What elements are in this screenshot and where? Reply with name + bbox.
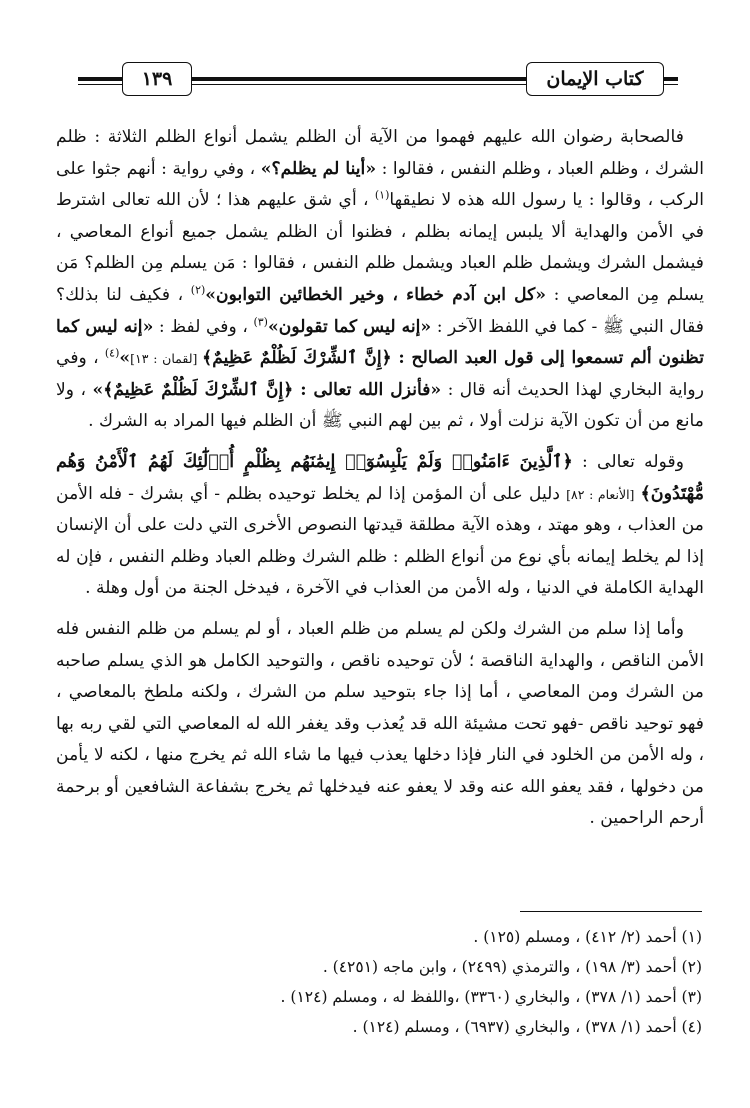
text-segment: دليل على أن المؤمن إذا لم يخلط توحيده بظلم - أي بشرك - فله الأمن من العذاب ، وهو مهتد ، وهذه الآية مطلقة قيدتها النصوص الأخرى التي دلت على أن الإنسان إذا لم يخلط إيمانه بأي نوع من أنواع الظلم : ظلم الشرك وظلم العباد وظلم النفس ، فإن له الهداية الكاملة في الدنيا ، وله الأمن من العذاب في الآخرة ، فيدخل الجنة من أول وهلة . [56, 483, 704, 599]
hadith-quote: » [119, 348, 131, 369]
hadith-quote: «إنه ليس كما تقولون» [267, 316, 432, 337]
paragraph-1 [56, 122, 704, 438]
footnote-2: (٢) أحمد (٣/ ١٩٨) ، والترمذي (٢٤٩٩) ، وابن ماجه (٤٢٥١) . [322, 958, 702, 976]
text-segment: ، فكيف لنا بذلك؟ فقال النبي ﷺ - كما في اللفظ الآخر : [56, 284, 704, 337]
text-segment: ، ولا مانع من أن تكون الآية نزلت أولا ، ثم بين لهم النبي ﷺ أن الظلم فيها المراد به الشرك . [56, 379, 704, 432]
footnote-ref: (٢) [190, 283, 206, 297]
hadith-quote: «إنه ليس كما تظنون ألم تسمعوا إلى قول العبد الصالح : ﴿إِنَّ ٱلشِّرْكَ لَظُلْمٌ عَظِيمٌ﴾ [56, 316, 704, 369]
footnotes [80, 922, 702, 1042]
book-title: كتاب الإيمان [526, 62, 664, 96]
page-header [78, 58, 678, 100]
page-number: ١٣٩ [122, 62, 192, 96]
footnote-4: (٤) أحمد (١/ ٣٧٨) ، والبخاري (٦٩٣٧) ، ومسلم (١٢٤) . [352, 1018, 702, 1036]
footnote-ref: (٣) [253, 314, 268, 328]
footnote-separator [520, 911, 702, 912]
text-segment: ، أي شق عليهم هذا ؛ لأن الله تعالى اشترط في الأمن والهداية ألا يلبس إيمانه بظلم ، فظنوا أن الظلم يشمل جميع أنواع المعاصي ، فيشمل الشرك ويشمل ظلم العباد ويشمل ظلم النفس ، فقالوا : مَن يسلم مِن الظلم؟ مَن يسلم مِن المعاصي : [56, 190, 704, 305]
footnote-3: (٣) أحمد (١/ ٣٧٨) ، والبخاري (٣٣٦٠) ،واللفظ له ، ومسلم (١٢٤) . [280, 988, 702, 1006]
text-segment: وقوله تعالى : [572, 451, 684, 472]
verse-citation: [الأنعام : ٨٢] [566, 486, 635, 502]
hadith-quote: «فأنزل الله تعالى : ﴿إِنَّ ٱلشِّرْكَ لَظُلْمٌ عَظِيمٌ﴾» [92, 379, 442, 400]
footnote-ref: (١) [374, 188, 390, 202]
text-segment: وأما إذا سلم من الشرك ولكن لم يسلم من ظلم العباد ، أو لم يسلم من ظلم النفس فله الأمن الناقص ، والهداية الناقصة ؛ لأن توحيده ناقص ، والتوحيد الكامل هو الذي يسلم صاحبه من الشرك ومن المعاصي ، أما إذا جاء بتوحيد سلم من الشرك ، ولكنه ملطخ بالمعاصي ، فهو توحيد ناقص -فهو تحت مشيئة الله قد يُعذب وقد يغفر الله له المعاصي التي لقي ربه بها ، وله الأمن من الخلود في النار فإذا دخلها يعذب فيها ما شاء الله ثم يخرج منها ، لكنه لا يأمن من دخولها ، فقد يعفو الله عنه وقد لا يعفو عنه فيدخلها ثم يخرج بشفاعة الشافعين أو برحمة أرحم الراحمين . [56, 618, 704, 829]
text-segment: ، وفي رواية : أنهم جثوا على الركب ، وقالوا : يا رسول الله هذه لا نطيقها [56, 158, 705, 211]
verse-citation: [لقمان : ١٣] [130, 351, 203, 367]
main-text [56, 122, 704, 835]
hadith-quote: «أينا لم يظلم؟» [260, 158, 377, 179]
text-segment: ، وفي رواية البخاري لهذا الحديث أنه قال : [56, 348, 705, 400]
footnote-ref: (٤) [104, 346, 120, 360]
text-segment: ، وفي لفظ : [153, 316, 254, 337]
quran-verse: ﴿ٱلَّذِينَ ءَامَنُوا۟ وَلَمْ يَلْبِسُوٓا۟ إِيمَٰنَهُم بِظُلْمٍ أُو۟لَٰٓئِكَ لَهُمُ ٱلْأَمْنُ وَهُم مُّهْتَدُونَ﴾ [56, 451, 704, 504]
paragraph-3 [56, 614, 704, 835]
hadith-quote: «كل ابن آدم خطاء ، وخير الخطائين التوابون» [205, 284, 547, 305]
text-segment: فالصحابة رضوان الله عليهم فهموا من الآية أن الظلم يشمل أنواع الظلم الثلاثة : ظلم الشرك ، وظلم العباد ، وظلم النفس ، فقالوا : [56, 127, 704, 179]
footnote-1: (١) أحمد (٢/ ٤١٢) ، ومسلم (١٢٥) . [473, 928, 702, 946]
paragraph-2 [56, 447, 704, 605]
